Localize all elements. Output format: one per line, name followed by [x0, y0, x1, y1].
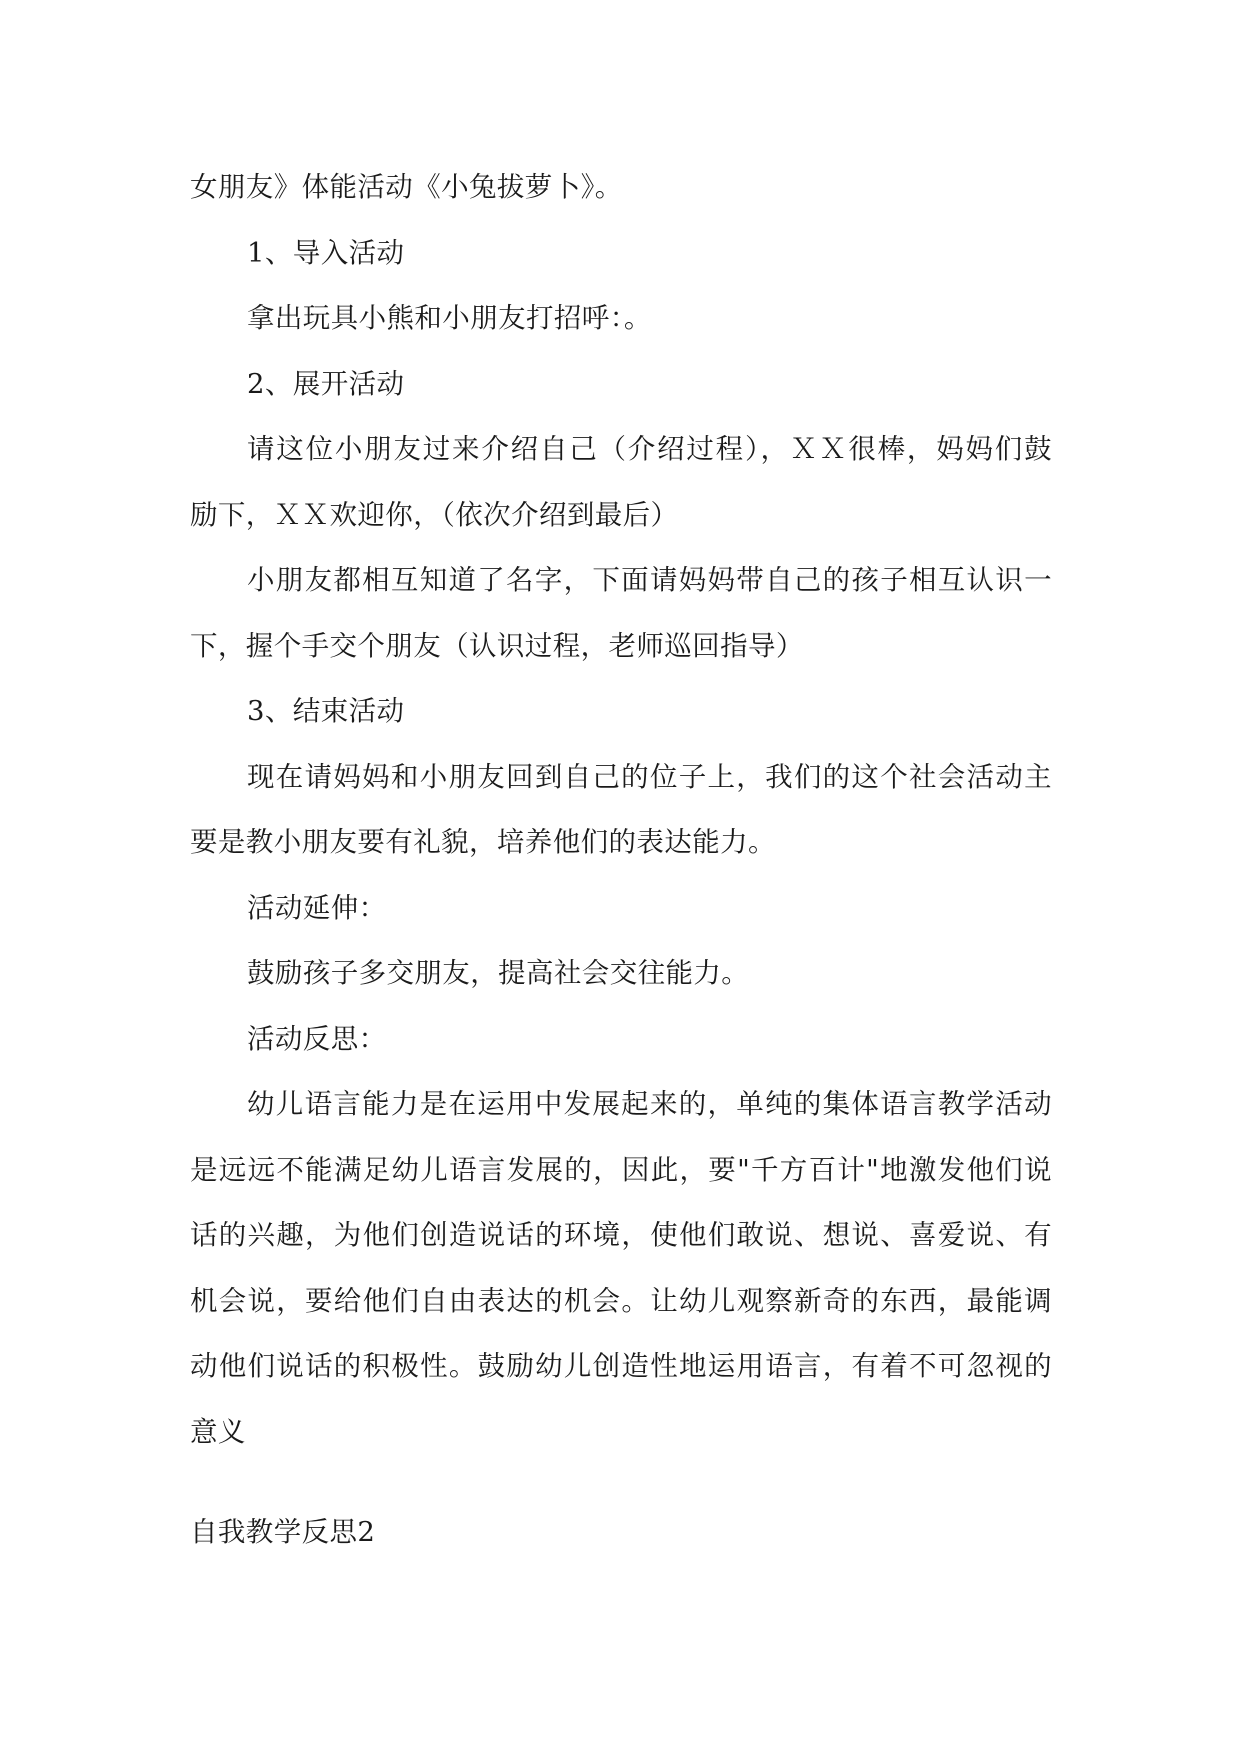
- paragraph-line: 鼓励孩子多交朋友，提高社会交往能力。: [247, 957, 750, 989]
- section-heading-import: 1、导入活动: [247, 236, 405, 269]
- paragraph-line: 拿出玩具小熊和小朋友打招呼：。: [247, 302, 652, 334]
- paragraph-line: 话的兴趣，为他们创造说话的环境，使他们敢说、想说、喜爱说、有: [190, 1219, 1052, 1251]
- paragraph-line: 现在请妈妈和小朋友回到自己的位子上，我们的这个社会活动主: [247, 760, 1052, 793]
- paragraph-line: 女朋友》体能活动《小兔拔萝卜》。: [190, 171, 623, 203]
- paragraph-line: 励下，ＸＸ欢迎你，（依次介绍到最后）: [190, 498, 679, 531]
- paragraph-line: 小朋友都相互知道了名字，下面请妈妈带自己的孩子相互认识一: [247, 564, 1052, 596]
- paragraph-line: 幼儿语言能力是在运用中发展起来的，单纯的集体语言教学活动: [247, 1088, 1052, 1120]
- paragraph-line: 动他们说话的积极性。鼓励幼儿创造性地运用语言，有着不可忽视的: [190, 1350, 1052, 1382]
- document-section-title: 自我教学反思2: [190, 1516, 376, 1548]
- document-body: [190, 155, 1052, 1465]
- paragraph-line: 下，握个手交个朋友（认识过程，老师巡回指导）: [190, 629, 804, 662]
- section-heading-end: 3、结束活动: [247, 695, 405, 727]
- paragraph-line: 是远远不能满足幼儿语言发展的，因此，要"千方百计"地激发他们说: [190, 1153, 1052, 1186]
- paragraph-line: 机会说，要给他们自由表达的机会。让幼儿观察新奇的东西，最能调: [190, 1284, 1052, 1317]
- paragraph-line: 要是教小朋友要有礼貌，培养他们的表达能力。: [190, 826, 776, 858]
- section-heading-extension: 活动延伸：: [247, 891, 387, 924]
- section-heading-reflection: 活动反思：: [247, 1022, 387, 1055]
- paragraph-line: 请这位小朋友过来介绍自己（介绍过程），ＸＸ很棒，妈妈们鼓: [247, 433, 1052, 465]
- section-heading-expand: 2、展开活动: [247, 367, 405, 400]
- paragraph-line: 意义: [190, 1415, 246, 1448]
